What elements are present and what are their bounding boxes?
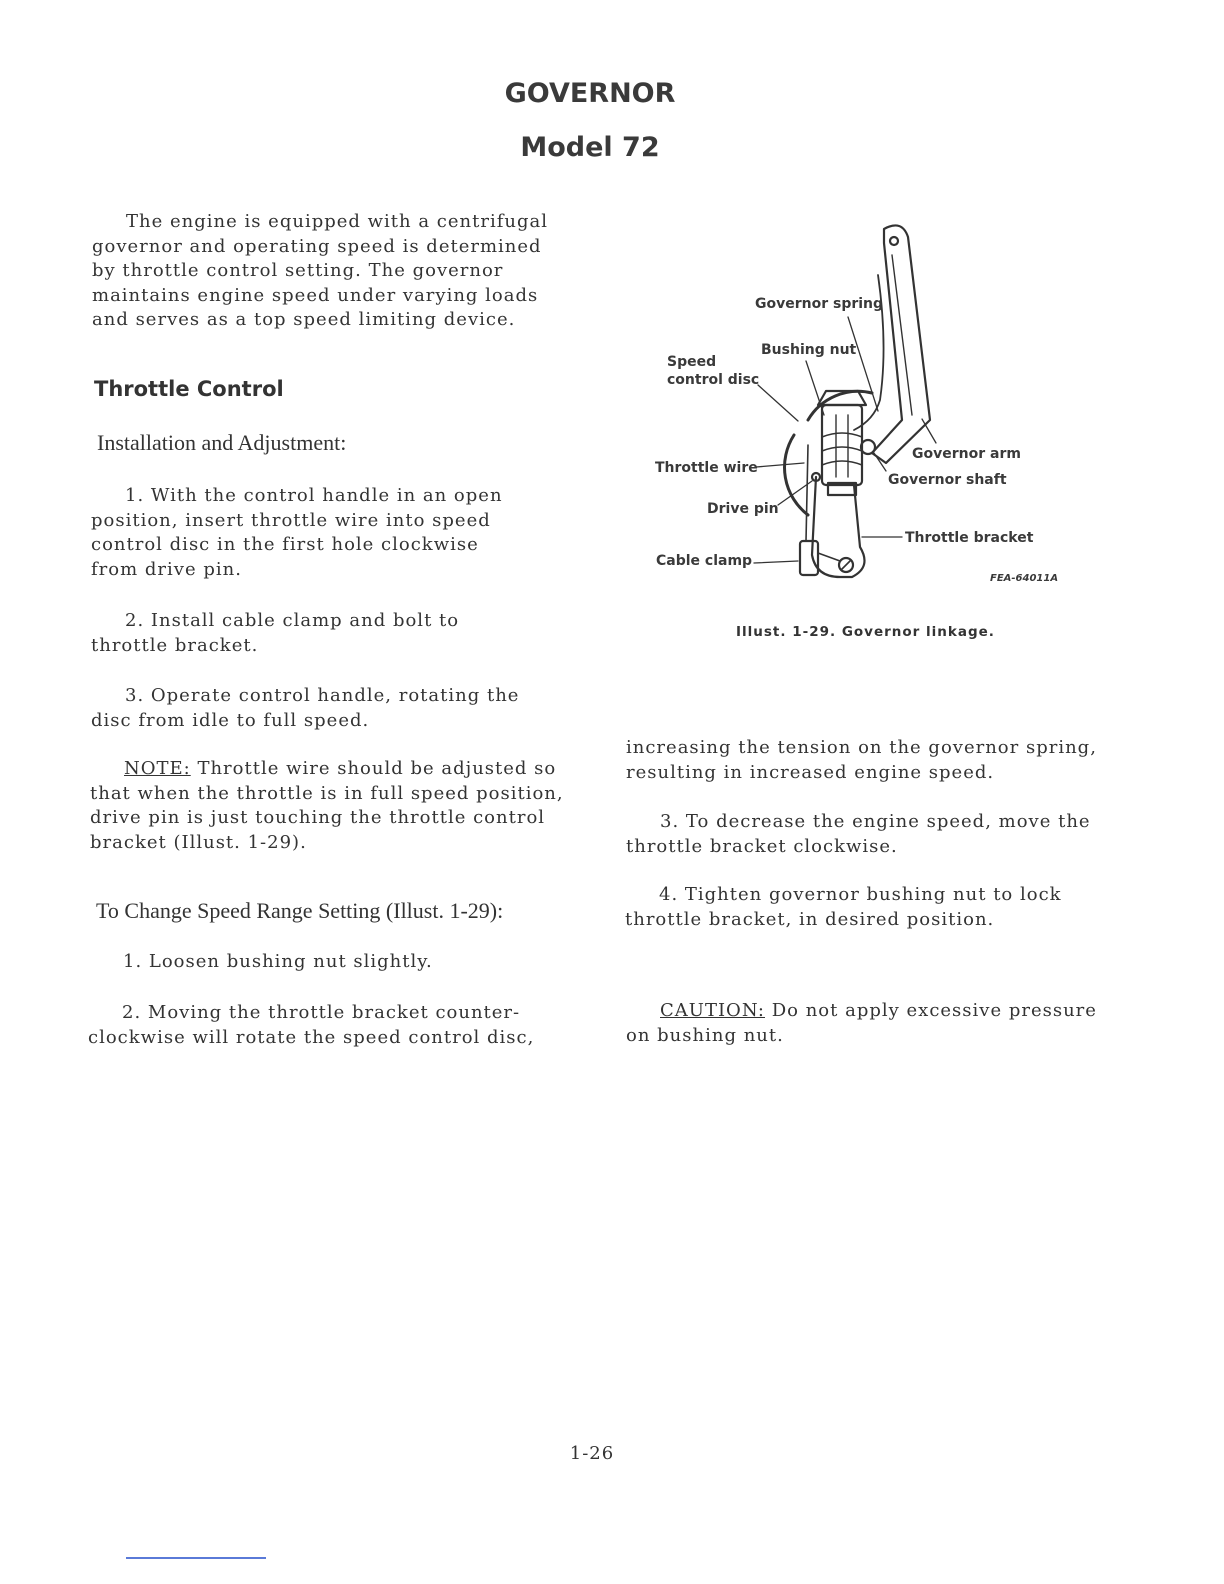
leader-cable-clamp <box>754 561 798 563</box>
section-heading-throttle-control: Throttle Control <box>94 377 284 401</box>
subsection-heading-speed-range: To Change Speed Range Setting (Illust. 1-29): <box>96 898 504 923</box>
governor-arm-shape <box>872 225 930 463</box>
range-step-2: 2. Moving the throttle bracket counter-clockwise will rotate the speed control disc, <box>88 1002 535 1048</box>
subsection-heading-installation: Installation and Adjustment: <box>97 430 347 455</box>
label-drive-pin: Drive pin <box>707 501 779 517</box>
label-throttle-bracket: Throttle bracket <box>905 530 1034 546</box>
page-title: GOVERNOR <box>504 78 676 109</box>
install-step-2: 2. Install cable clamp and bolt to throttle bracket. <box>91 610 460 656</box>
note-text: Throttle wire should be adjusted so that when the throttle is in full speed position, drive pin is just touching the throttle control bracket (Illust. 1-29). <box>90 758 564 853</box>
cable-clamp-shape <box>800 541 818 575</box>
arm-pivot-hole <box>890 237 898 245</box>
page-number: 1-26 <box>569 1443 615 1464</box>
caution-label: CAUTION: <box>660 1000 765 1021</box>
footer-rule <box>126 1557 266 1559</box>
coil-wraps <box>822 433 862 465</box>
bracket-bolt-slot <box>841 560 851 570</box>
label-speed: Speed <box>667 354 717 370</box>
caution-text: Do not apply excessive pressure on bushing nut. <box>626 1000 1097 1046</box>
governor-linkage-figure <box>640 215 1080 595</box>
label-cable-clamp: Cable clamp <box>656 553 753 569</box>
label-control-disc: control disc <box>667 372 760 388</box>
range-step-4: 4. Tighten governor bushing nut to lock throttle bracket, in desired position. <box>625 884 1062 930</box>
figure-caption: Illust. 1-29. Governor linkage. <box>736 624 995 640</box>
page-subtitle: Model 72 <box>520 132 660 163</box>
label-figure-code: FEA-64011A <box>990 573 1059 584</box>
range-step-1: 1. Loosen bushing nut slightly. <box>123 951 433 972</box>
range-step-3: 3. To decrease the engine speed, move the throttle bracket clockwise. <box>626 811 1091 857</box>
note-paragraph <box>90 757 565 855</box>
leader-governor-spring <box>848 317 878 411</box>
caution-paragraph <box>626 999 1106 1048</box>
intro-paragraph: The engine is equipped with a centrifugal governor and operating speed is determined by throttle control setting. The governor maintains engine speed under varying loads and serves as a top speed limiting device. <box>92 211 548 330</box>
leader-speed-control-disc <box>758 385 798 421</box>
leader-governor-arm <box>922 419 936 443</box>
note-label: NOTE: <box>124 758 191 779</box>
label-throttle-wire: Throttle wire <box>655 460 758 476</box>
install-step-3: 3. Operate control handle, rotating the disc from idle to full speed. <box>91 685 520 731</box>
leader-bushing-nut <box>806 361 824 415</box>
install-step-1: 1. With the control handle in an open position, insert throttle wire into speed control disc in the first hole clockwise from drive pin. <box>91 485 503 580</box>
label-bushing-nut: Bushing nut <box>761 342 857 358</box>
label-governor-shaft: Governor shaft <box>888 472 1007 488</box>
disc-lower-edge <box>785 435 808 515</box>
throttle-wire-shape <box>806 445 808 541</box>
label-governor-arm: Governor arm <box>912 446 1021 462</box>
bushing-body <box>822 405 862 485</box>
cable-clamp-strap <box>818 553 840 561</box>
label-governor-spring: Governor spring <box>755 296 884 312</box>
arm-inner-edge <box>892 255 912 415</box>
leader-throttle-wire <box>756 463 804 467</box>
range-step-2-continued: increasing the tension on the governor spring, resulting in increased engine speed. <box>626 737 1097 783</box>
